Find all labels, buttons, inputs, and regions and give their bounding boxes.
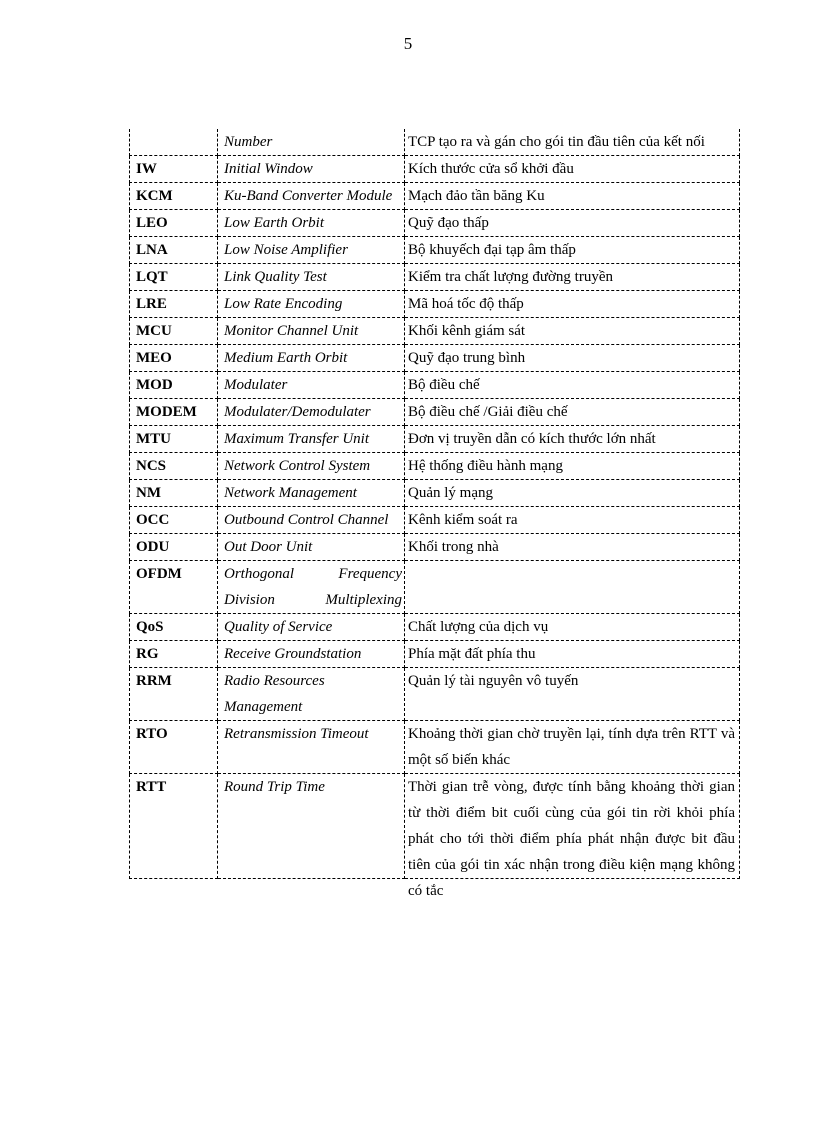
abbr-cell: RTO [130,721,218,774]
abbr-cell: MTU [130,426,218,453]
table-row [130,480,740,507]
abbr-cell: LEO [130,210,218,237]
abbr-cell: IW [130,156,218,183]
table-row [130,774,740,879]
abbr-cell: KCM [130,183,218,210]
abbr-cell: RRM [130,668,218,721]
table-row [130,399,740,426]
term-cell: Ku-Band Converter Module [218,183,405,210]
abbr-cell: NM [130,480,218,507]
meaning-cell: Bộ điều chế /Giải điều chế [405,399,740,426]
term-cell: Low Rate Encoding [218,291,405,318]
meaning-cell: TCP tạo ra và gán cho gói tin đầu tiên của kết nối [405,129,740,156]
table-row [130,129,740,156]
term-cell: Out Door Unit [218,534,405,561]
table-row [130,721,740,774]
meaning-cell [405,561,740,614]
abbreviation-table [129,129,740,899]
term-cell: Orthogonal Frequency Division Multiplexing [218,561,405,614]
term-cell: Modulater/Demodulater [218,399,405,426]
term-cell: Receive Groundstation [218,641,405,668]
meaning-cell: Kênh kiểm soát ra [405,507,740,534]
abbr-cell: ODU [130,534,218,561]
table-row [130,210,740,237]
meaning-cell: Kích thước cửa sổ khởi đầu [405,156,740,183]
meaning-cell: Quản lý tài nguyên vô tuyến [405,668,740,721]
meaning-cell: Quỹ đạo trung bình [405,345,740,372]
term-cell: Network Management [218,480,405,507]
term-cell: Round Trip Time [218,774,405,879]
meaning-cell: Mạch đảo tần băng Ku [405,183,740,210]
table-row [130,641,740,668]
term-cell: Quality of Service [218,614,405,641]
page-number: 5 [403,34,413,53]
term-cell: Low Earth Orbit [218,210,405,237]
table-row [130,372,740,399]
meaning-cell: Mã hoá tốc độ thấp [405,291,740,318]
abbr-cell [130,129,218,156]
table-row [130,668,740,721]
meaning-cell: Bộ khuyếch đại tạp âm thấp [405,237,740,264]
abbr-cell: OCC [130,507,218,534]
table-row [130,237,740,264]
term-cell: Initial Window [218,156,405,183]
abbr-cell: MEO [130,345,218,372]
abbr-cell: LRE [130,291,218,318]
meaning-cell: Khoảng thời gian chờ truyền lại, tính dựa trên RTT và một số biến khác [405,721,740,774]
term-cell: Medium Earth Orbit [218,345,405,372]
abbr-cell: MODEM [130,399,218,426]
meaning-cell: Chất lượng của dịch vụ [405,614,740,641]
abbr-cell: LNA [130,237,218,264]
meaning-cell [405,774,740,899]
table-row [130,318,740,345]
meaning-cell: Quỹ đạo thấp [405,210,740,237]
table-row [130,453,740,480]
abbr-cell: MOD [130,372,218,399]
term-cell: Number [218,129,405,156]
meaning-text: Thời gian trễ vòng, được tính bằng khoảng thời gian từ thời điểm bit cuối cùng của gói tin rời khỏi phía phát cho tới thời điểm phía phát nhận được bit đầu tiên của gói tin xác nhận trong điều kiện mạng không có tắc [408,779,735,899]
meaning-cell: Bộ điều chế [405,372,740,399]
meaning-cell: Khối trong nhà [405,534,740,561]
meaning-cell: Phía mặt đất phía thu [405,641,740,668]
table-row [130,183,740,210]
abbr-cell: NCS [130,453,218,480]
abbr-cell: RG [130,641,218,668]
abbr-cell: OFDM [130,561,218,614]
table-row [130,291,740,318]
term-cell: Radio Resources Management [218,668,405,721]
table-row [130,534,740,561]
term-cell: Low Noise Amplifier [218,237,405,264]
abbr-cell: RTT [130,774,218,879]
term-cell: Link Quality Test [218,264,405,291]
table-row [130,156,740,183]
abbr-cell: QoS [130,614,218,641]
term-cell: Network Control System [218,453,405,480]
meaning-cell: Đơn vị truyền dẫn có kích thước lớn nhất [405,426,740,453]
term-cell: Retransmission Timeout [218,721,405,774]
term-cell: Modulater [218,372,405,399]
meaning-cell: Quản lý mạng [405,480,740,507]
term-cell: Maximum Transfer Unit [218,426,405,453]
table-row [130,561,740,614]
table-row [130,614,740,641]
meaning-cell: Kiểm tra chất lượng đường truyền [405,264,740,291]
table-row [130,426,740,453]
abbr-cell: LQT [130,264,218,291]
abbr-cell: MCU [130,318,218,345]
table-row [130,345,740,372]
term-cell: Monitor Channel Unit [218,318,405,345]
table-row [130,507,740,534]
meaning-cell: Khối kênh giám sát [405,318,740,345]
meaning-cell: Hệ thống điều hành mạng [405,453,740,480]
table-row [130,264,740,291]
term-cell: Outbound Control Channel [218,507,405,534]
